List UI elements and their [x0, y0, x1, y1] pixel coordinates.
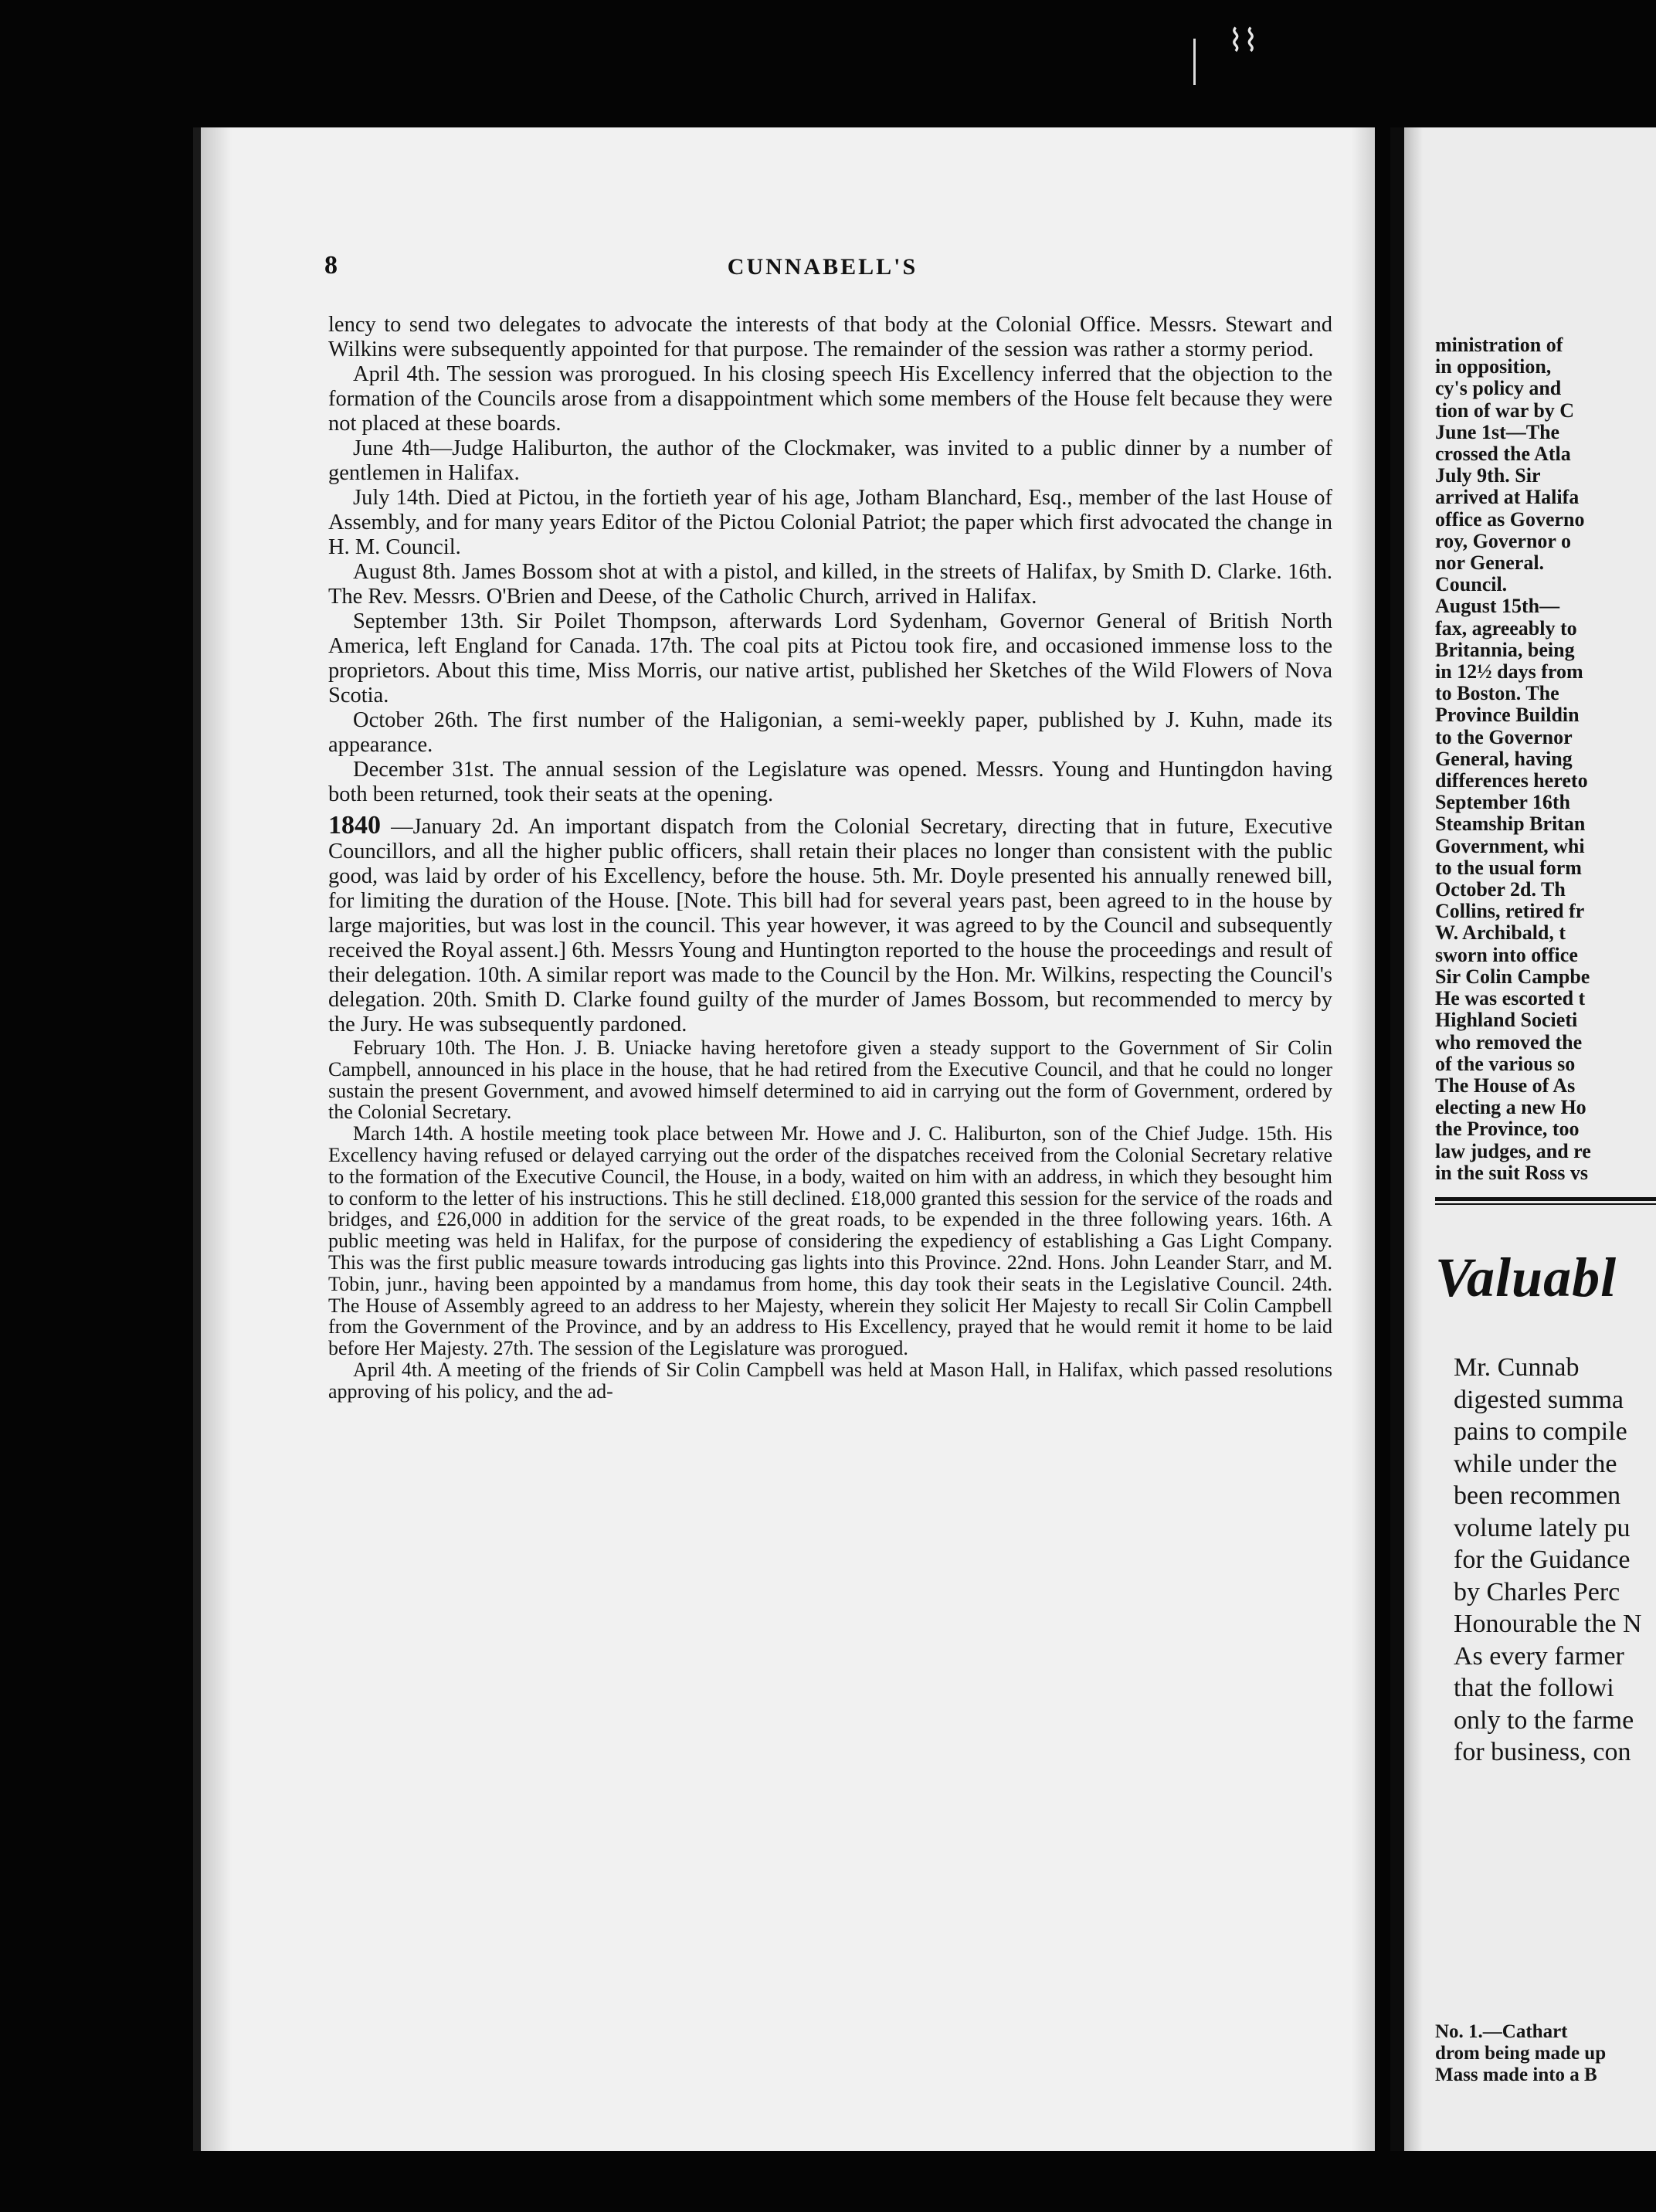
divider-rule [1435, 1197, 1656, 1201]
column-line: in 12½ days from [1435, 661, 1583, 684]
column-line: law judges, and re [1435, 1140, 1591, 1162]
column-line: Highland Societi [1435, 1009, 1578, 1032]
paragraph: lency to send two delegates to advocate the interests of that body at the Colonial Office. Messrs. Stewart and Wilkins were subsequently appointed for that purpose. The remainder of the session was rather a stormy period. [328, 313, 1332, 361]
year-heading: 1840 [328, 811, 381, 840]
advertisement-line: Mr. Cunnab [1454, 1353, 1580, 1382]
column-line: Government, whi [1435, 835, 1585, 857]
advertisement-line: for business, con [1454, 1738, 1631, 1766]
column-line: August 15th— [1435, 595, 1560, 618]
column-line: Sir Colin Campbe [1435, 965, 1590, 988]
column-line: Collins, retired fr [1435, 901, 1585, 923]
column-line: Steamship Britan [1435, 813, 1586, 836]
column-line: October 2d. Th [1435, 879, 1566, 901]
column-line: arrived at Halifa [1435, 487, 1580, 509]
advertisement-line: Honourable the N [1454, 1610, 1642, 1638]
article-body [328, 313, 1332, 1403]
column-line: Province Buildin [1435, 704, 1580, 727]
column-line: office as Governo [1435, 508, 1585, 531]
column-line: to the usual form [1435, 857, 1582, 879]
column-line: sworn into office [1435, 944, 1578, 966]
column-line: cy's policy and [1435, 378, 1562, 400]
footer-line: Mass made into a B [1435, 2064, 1597, 2085]
column-line: July 9th. Sir [1435, 465, 1541, 487]
column-line: September 16th [1435, 792, 1571, 814]
paragraph: March 14th. A hostile meeting took place between Mr. Howe and J. C. Haliburton, son of the Chief Judge. 15th. His Excellency having refused or delayed carrying out the order of the dispatches received from the Colonial Secretary relative to the formation of the Executive Council, the House, in a body, waited on him with an address, in which they besought him to conform to the letter of his instructions. This he still declined. £18,000 granted this session for the service of the roads and bridges, and £26,000 in addition for the service of the great roads, to be expended in the three following years. 16th. A public meeting was held in Halifax, for the purpose of considering the expediency of establishing a Gas Light Company. This was the first public measure towards introducing gas lights into this Province. 22nd. Hons. John Leander Starr, and M. Tobin, junr., having been appointed by a mandamus from home, this day took their seats in the Legislative Council. 24th. The House of Assembly agreed to an address to her Majesty, wherein they solicit Her Majesty to recall Sir Colin Campbell from the Government of the Province, and by an address to His Excellency, prayed that he would remit it home to be laid before Her Majesty. 27th. The session of the Legislature was prorogued. [328, 1122, 1332, 1360]
advertisement-line: by Charles Perc [1454, 1577, 1620, 1606]
year-paragraph [328, 813, 1332, 1037]
paragraph: September 13th. Sir Poilet Thompson, afterwards Lord Sydenham, Governor General of British North America, left England for Canada. 17th. The coal pits at Pictou took fire, and occasioned immense loss to the proprietors. About this time, Miss Morris, our native artist, published her Sketches of the Wild Flowers of Nova Scotia. [328, 609, 1332, 707]
column-line: nor General. [1435, 552, 1545, 575]
advertisement-line: while under the [1454, 1449, 1617, 1478]
advertisement-line: pains to compile [1454, 1417, 1627, 1446]
column-line: The House of As [1435, 1074, 1576, 1097]
advertisement-line: only to the farme [1454, 1705, 1634, 1735]
footer-line: drom being made up [1435, 2043, 1607, 2064]
right-page [1390, 127, 1656, 2151]
advertisement-line: As every farmer [1454, 1641, 1624, 1671]
column-line: Council. [1435, 574, 1508, 596]
advertisement-text [1454, 1352, 1656, 1769]
column-line: in opposition, [1435, 356, 1552, 378]
right-footer-text [1435, 2021, 1656, 2086]
paragraph: April 4th. A meeting of the friends of Sir Colin Campbell was held at Mason Hall, in Halifax, which passed resolutions approving of his policy, and the ad- [328, 1358, 1332, 1403]
page-header [324, 251, 1321, 290]
left-page [193, 127, 1375, 2151]
column-line: tion of war by C [1435, 399, 1575, 422]
right-column-text [1435, 334, 1656, 1184]
column-line: to the Governor [1435, 726, 1573, 748]
scan-mark-top: ⌇⌇ [1228, 23, 1259, 59]
column-line: who removed the [1435, 1031, 1583, 1053]
column-line: electing a new Ho [1435, 1097, 1586, 1119]
advertisement-line: volume lately pu [1454, 1513, 1631, 1542]
column-line: in the suit Ross vs [1435, 1162, 1588, 1184]
scan-edge-mark [1193, 39, 1196, 85]
column-line: He was escorted t [1435, 988, 1586, 1010]
column-line: to Boston. The [1435, 683, 1559, 705]
page-number: 8 [324, 251, 338, 280]
advertisement-line: for the Guidance [1454, 1545, 1631, 1574]
advertisement-title: Valuabl [1435, 1247, 1617, 1308]
advertisement-line: been recommen [1454, 1481, 1621, 1510]
advertisement-line: that the followi [1454, 1674, 1614, 1702]
paragraph: July 14th. Died at Pictou, in the fortieth year of his age, Jotham Blanchard, Esq., member of the last House of Assembly, and for many years Editor of the Pictou Colonial Patriot; the paper which first advocated the change in H. M. Council. [328, 486, 1332, 559]
column-line: crossed the Atla [1435, 443, 1571, 466]
column-line: Britannia, being [1435, 639, 1575, 661]
column-line: ministration of [1435, 334, 1563, 356]
paragraph: August 8th. James Bossom shot at with a pistol, and killed, in the streets of Halifax, by Smith D. Clarke. 16th. The Rev. Messrs. O'Brien and Deese, of the Catholic Church, arrived in Halifax. [328, 560, 1332, 609]
paragraph: February 10th. The Hon. J. B. Uniacke having heretofore given a steady support to the Government of Sir Colin Campbell, announced in his place in the house, that he had retired from the Executive Council, and that he could no longer sustain the present Government, and avowed himself determined to aid in carrying out the form of Government, ordered by the Colonial Secretary. [328, 1036, 1332, 1124]
paragraph: December 31st. The annual session of the Legislature was opened. Messrs. Young and Huntingdon having both been returned, took their seats at the opening. [328, 758, 1332, 806]
paragraph: October 26th. The first number of the Haligonian, a semi-weekly paper, published by J. Kuhn, made its appearance. [328, 708, 1332, 757]
column-line: the Province, too [1435, 1118, 1580, 1141]
divider-rule [1435, 1203, 1656, 1205]
paragraph: June 4th—Judge Haliburton, the author of the Clockmaker, was invited to a public dinner by a number of gentlemen in Halifax. [328, 436, 1332, 485]
year-paragraph-text: —January 2d. An important dispatch from the Colonial Secretary, directing that in future, Executive Councillors, and all the higher public officers, shall retain their places no longer than consistent with the public good, was laid by order of his Excellency, before the house. 5th. Mr. Doyle presented his annually renewed bill, for limiting the duration of the House. [Note. This bill had for several years past, been agreed to in the house by large majorities, but was lost in the council. This year however, it was agreed to by the Council and subsequently received the Royal assent.] 6th. Messrs Young and Huntington reported to the house the proceedings and result of their delegation. 10th. A similar report was made to the Council by the Hon. Mr. Wilkins, respecting the Council's delegation. 20th. Smith D. Clarke found guilty of the murder of James Bossom, but recommended to mercy by the Jury. He was subsequently pardoned. [328, 815, 1332, 1036]
column-line: W. Archibald, t [1435, 922, 1566, 945]
column-line: differences hereto [1435, 770, 1588, 792]
column-line: fax, agreeably to [1435, 617, 1577, 640]
column-line: General, having [1435, 748, 1573, 770]
footer-line: No. 1.—Cathart [1435, 2021, 1568, 2042]
column-line: of the various so [1435, 1053, 1576, 1075]
column-line: roy, Governor o [1435, 530, 1571, 552]
paragraph: April 4th. The session was prorogued. In his closing speech His Excellency inferred that the objection to the formation of the Councils arose from a disappointment which some members of the House felt because they were not placed at these boards. [328, 362, 1332, 436]
advertisement-line: digested summa [1454, 1385, 1624, 1414]
column-line: June 1st—The [1435, 421, 1560, 443]
running-head: CUNNABELL'S [727, 254, 918, 280]
